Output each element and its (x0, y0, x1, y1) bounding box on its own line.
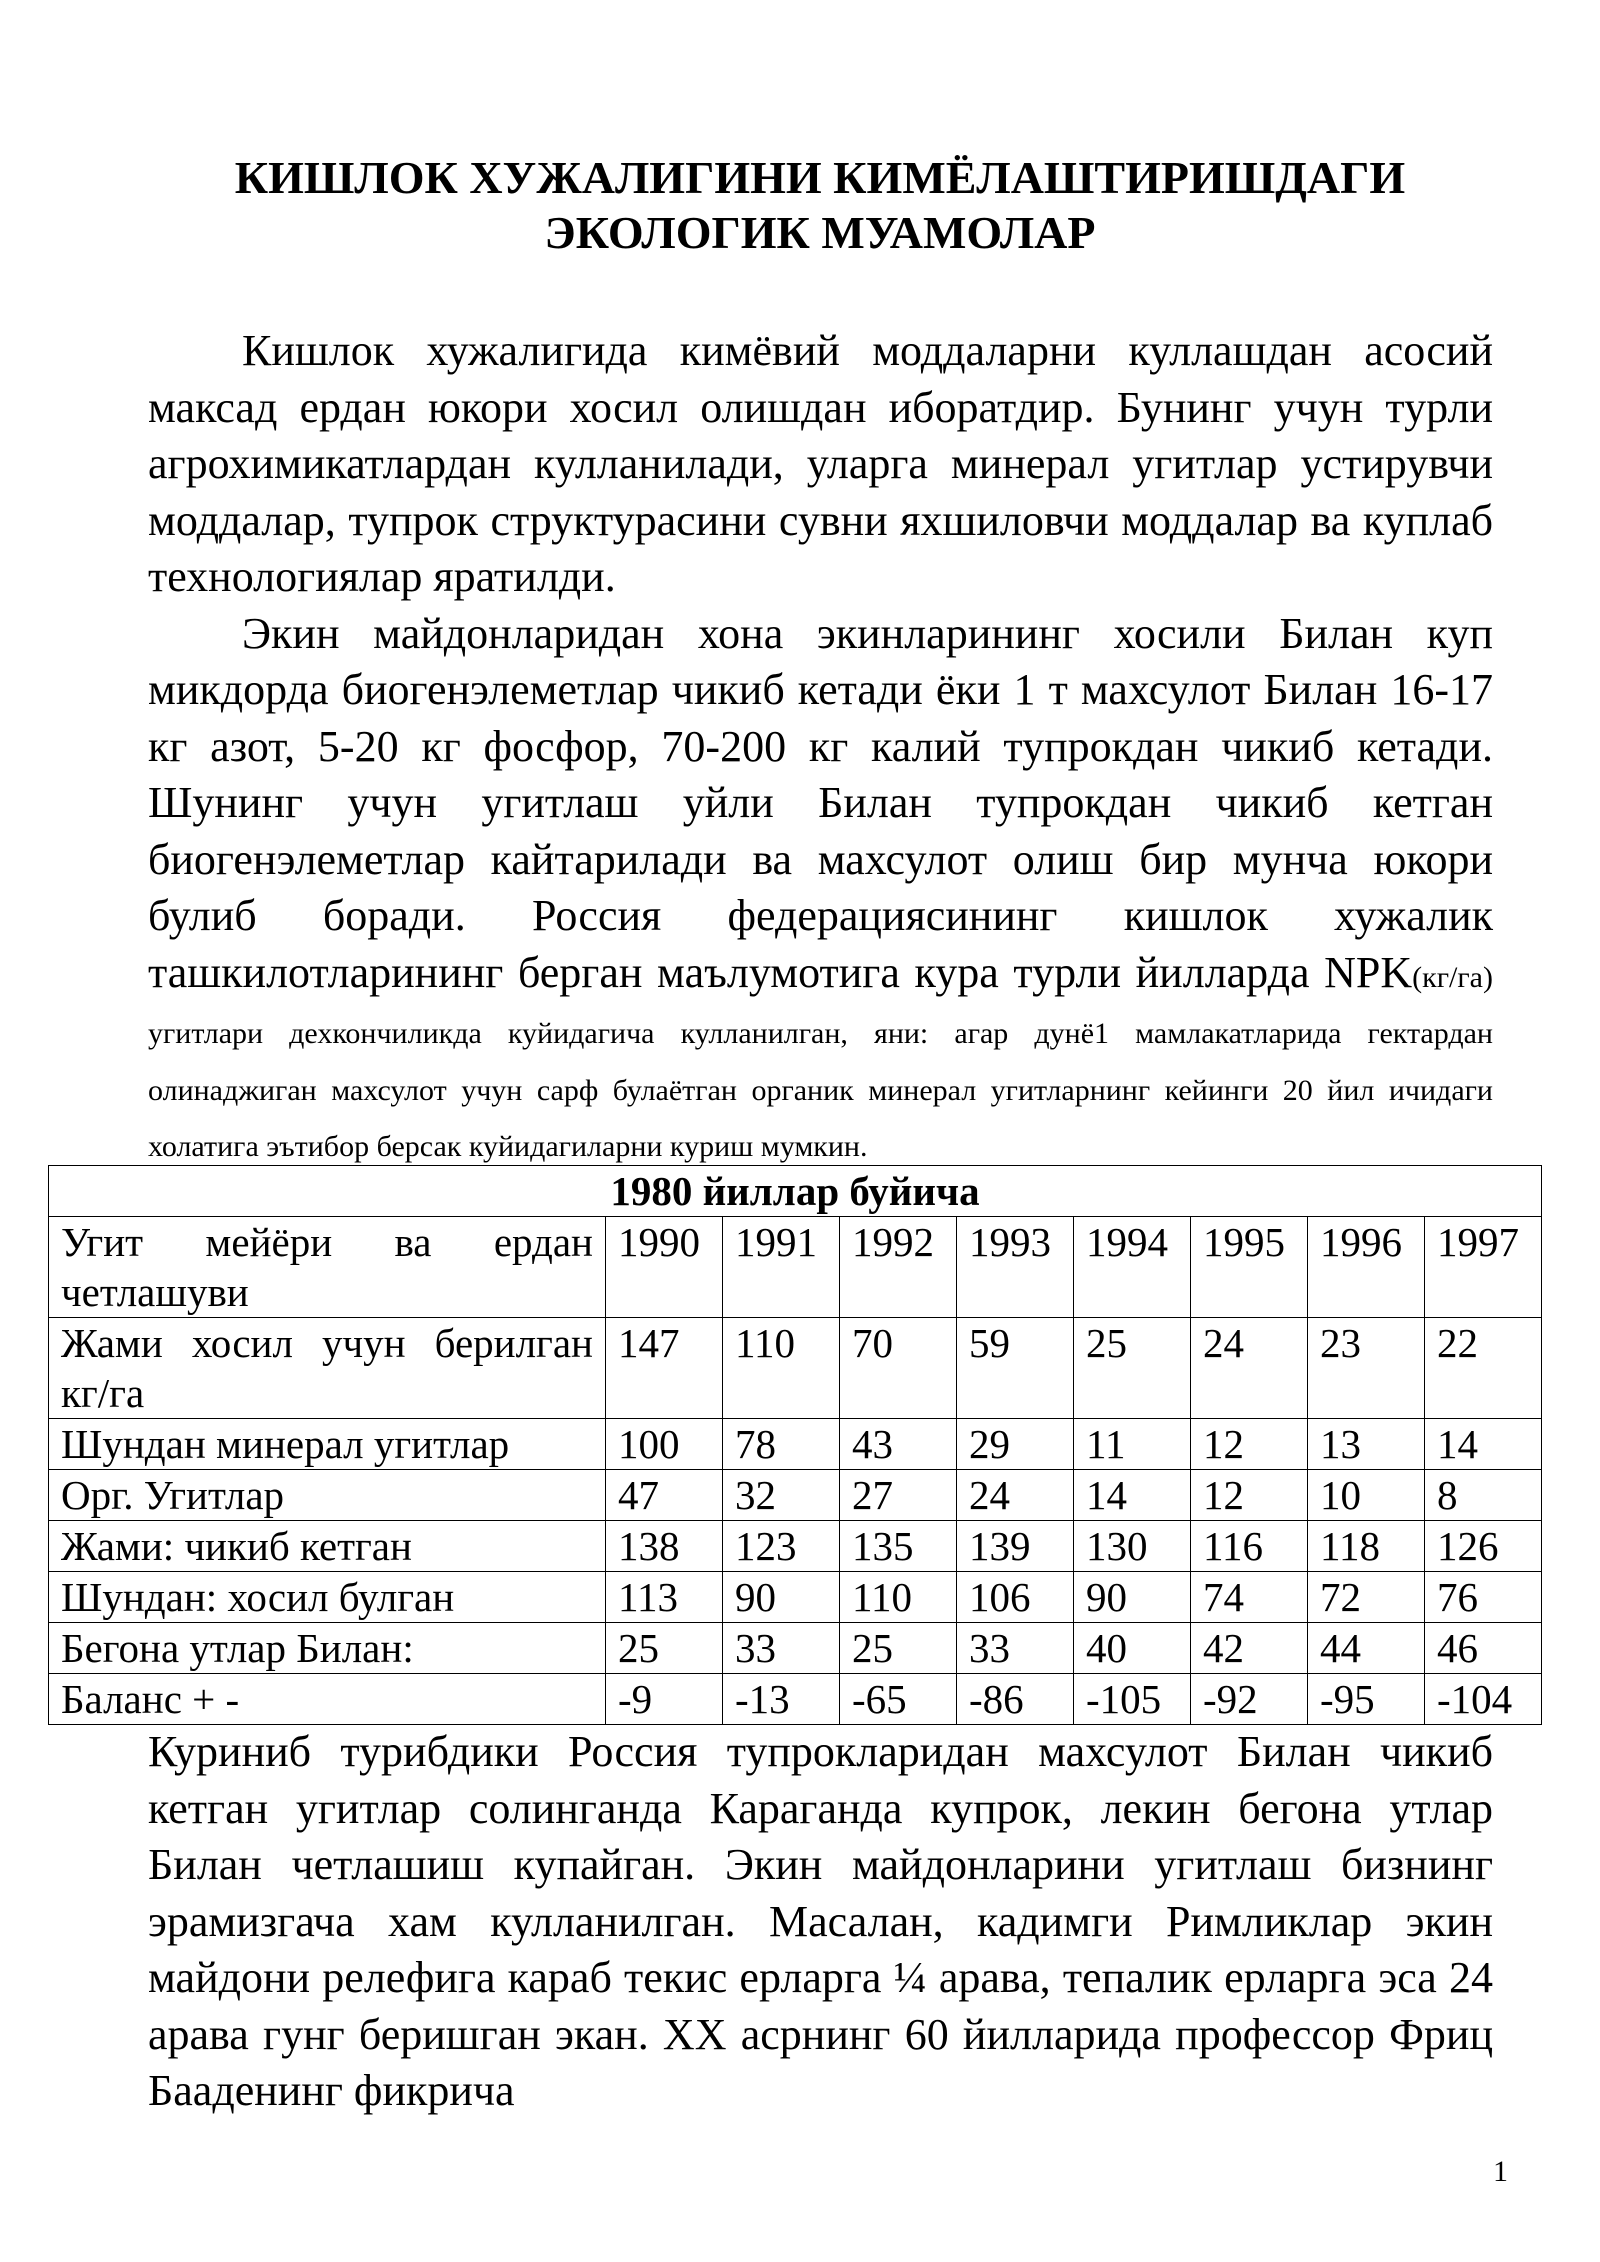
table-cell: -95 (1308, 1674, 1425, 1725)
table-cell: 13 (1308, 1419, 1425, 1470)
first-column-header: Угит мейёри ва ердан четлашуви (49, 1217, 606, 1318)
table-cell: 74 (1191, 1572, 1308, 1623)
table-cell: 22 (1425, 1318, 1542, 1419)
table-cell: 78 (723, 1419, 840, 1470)
table-cell: 59 (957, 1318, 1074, 1419)
table-cell: 118 (1308, 1521, 1425, 1572)
year-cell: 1993 (957, 1217, 1074, 1318)
title-line-2: ЭКОЛОГИК МУАМОЛАР (544, 207, 1096, 258)
table-cell: 42 (1191, 1623, 1308, 1674)
table-cell: 139 (957, 1521, 1074, 1572)
year-cell: 1992 (840, 1217, 957, 1318)
table-cell: -9 (606, 1674, 723, 1725)
table-cell: 14 (1074, 1470, 1191, 1521)
table-cell: 8 (1425, 1470, 1542, 1521)
table-cell: 90 (723, 1572, 840, 1623)
table-body (49, 1318, 1542, 1725)
table-cell: 72 (1308, 1572, 1425, 1623)
row-label: Шундан минерал угитлар (49, 1419, 606, 1470)
table-cell: 106 (957, 1572, 1074, 1623)
table-cell: 110 (840, 1572, 957, 1623)
table-cell: 14 (1425, 1419, 1542, 1470)
table-row (49, 1470, 1542, 1521)
table-cell: 130 (1074, 1521, 1191, 1572)
year-cell: 1990 (606, 1217, 723, 1318)
row-label: Орг. Угитлар (49, 1470, 606, 1521)
table-cell: 123 (723, 1521, 840, 1572)
table-row (49, 1419, 1542, 1470)
paragraph-1: Кишлок хужалигида кимёвий моддаларни куллашдан асосий максад ердан юкори хосил олишдан иборатдир. Бунинг учун турли агрохимикатлардан кулланилади, уларга минерал угитлар устирувчи моддалар, тупрок структурасини сувни яхшиловчи моддалар ва куплаб технологиялар яратилди. (148, 326, 1493, 601)
table-cell: -13 (723, 1674, 840, 1725)
fertilizer-table (48, 1165, 1542, 1725)
row-label: Шундан: хосил булган (49, 1572, 606, 1623)
table-cell: 76 (1425, 1572, 1542, 1623)
table-cell: 43 (840, 1419, 957, 1470)
table-cell: 46 (1425, 1623, 1542, 1674)
table-cell: 147 (606, 1318, 723, 1419)
table-cell: 12 (1191, 1470, 1308, 1521)
body-text (148, 323, 1493, 1171)
table-cell: 11 (1074, 1419, 1191, 1470)
table-header: 1980 йиллар буйича (49, 1166, 1542, 1217)
year-cell: 1996 (1308, 1217, 1425, 1318)
table-cell: -92 (1191, 1674, 1308, 1725)
table-cell: 24 (957, 1470, 1074, 1521)
table-cell: 25 (840, 1623, 957, 1674)
table-cell: 24 (1191, 1318, 1308, 1419)
table-cell: 44 (1308, 1623, 1425, 1674)
table-cell: 10 (1308, 1470, 1425, 1521)
page-number: 1 (1493, 2155, 1508, 2188)
table-cell: 23 (1308, 1318, 1425, 1419)
table-cell: 70 (840, 1318, 957, 1419)
table-cell: 100 (606, 1419, 723, 1470)
table-row (49, 1674, 1542, 1725)
table-row (49, 1318, 1542, 1419)
table-cell: 25 (606, 1623, 723, 1674)
table-cell: -86 (957, 1674, 1074, 1725)
year-cell: 1991 (723, 1217, 840, 1318)
table-years-row (49, 1217, 1542, 1318)
paragraph-2 (148, 606, 1493, 1171)
table-cell: 27 (840, 1470, 957, 1521)
year-cell: 1994 (1074, 1217, 1191, 1318)
row-label: Баланс + - (49, 1674, 606, 1725)
table-cell: 116 (1191, 1521, 1308, 1572)
row-label: Жами: чикиб кетган (49, 1521, 606, 1572)
table-cell: 138 (606, 1521, 723, 1572)
table-cell: 29 (957, 1419, 1074, 1470)
table-cell: 135 (840, 1521, 957, 1572)
table-cell: 90 (1074, 1572, 1191, 1623)
table-cell: 126 (1425, 1521, 1542, 1572)
table-row (49, 1521, 1542, 1572)
table-header-row (49, 1166, 1542, 1217)
table-cell: 12 (1191, 1419, 1308, 1470)
document-title (140, 150, 1500, 260)
table-cell: 40 (1074, 1623, 1191, 1674)
closing-paragraph: Куриниб турибдики Россия тупрокларидан махсулот Билан чикиб кетган угитлар солинганда Караганда купрок, лекин бегона утлар Билан четлашиш купайган. Экин майдонларини угитлаш бизнинг эрамизгача хам кулланилган. Масалан, кадимги Римликлар экин майдони релефига караб текис ерларга ¼ арава, тепалик ерларга эса 24 арава гунг беришган экан. XX асрнинг 60 йилларида профессор Фриц Бааденинг фикрича (148, 1727, 1493, 2115)
paragraph-2-small: (кг/га) угитлари дехкончиликда куйидагича кулланилган, яни: агар дунё1 мамлакатларида гектардан олинаджиган махсулот учун сарф булаётган органик минерал угитларнинг кейинги 20 йил ичидаги холатига эътибор берсак куйидагиларни куриш мумкин. (148, 960, 1493, 1163)
table-cell: 25 (1074, 1318, 1191, 1419)
table-cell: -65 (840, 1674, 957, 1725)
paragraph-2-main: Экин майдонларидан хона экинларининг хосили Билан куп микдорда биогенэлеметлар чикиб кетади ёки 1 т махсулот Билан 16-17 кг азот, 5-20 кг фосфор, 70-200 кг калий тупрокдан чикиб кетади. Шунинг учун угитлаш уйли Билан тупрокдан чикиб кетган биогенэлеметлар кайтарилади ва махсулот олиш бир мунча юкори булиб боради. Россия федерациясининг кишлок хужалик ташкилотларининг берган маълумотига кура турли йилларда NPK (148, 608, 1493, 997)
table-cell: -105 (1074, 1674, 1191, 1725)
table-cell: 110 (723, 1318, 840, 1419)
table-cell: 33 (957, 1623, 1074, 1674)
row-label: Бегона утлар Билан: (49, 1623, 606, 1674)
table-cell: 33 (723, 1623, 840, 1674)
year-cell: 1995 (1191, 1217, 1308, 1318)
table-row (49, 1623, 1542, 1674)
row-label: Жами хосил учун берилган кг/га (49, 1318, 606, 1419)
table-cell: 32 (723, 1470, 840, 1521)
table-cell: 47 (606, 1470, 723, 1521)
table-cell: 113 (606, 1572, 723, 1623)
year-cell: 1997 (1425, 1217, 1542, 1318)
table-cell: -104 (1425, 1674, 1542, 1725)
title-line-1: КИШЛОК ХУЖАЛИГИНИ КИМЁЛАШТИРИШДАГИ (234, 152, 1406, 203)
table-row (49, 1572, 1542, 1623)
